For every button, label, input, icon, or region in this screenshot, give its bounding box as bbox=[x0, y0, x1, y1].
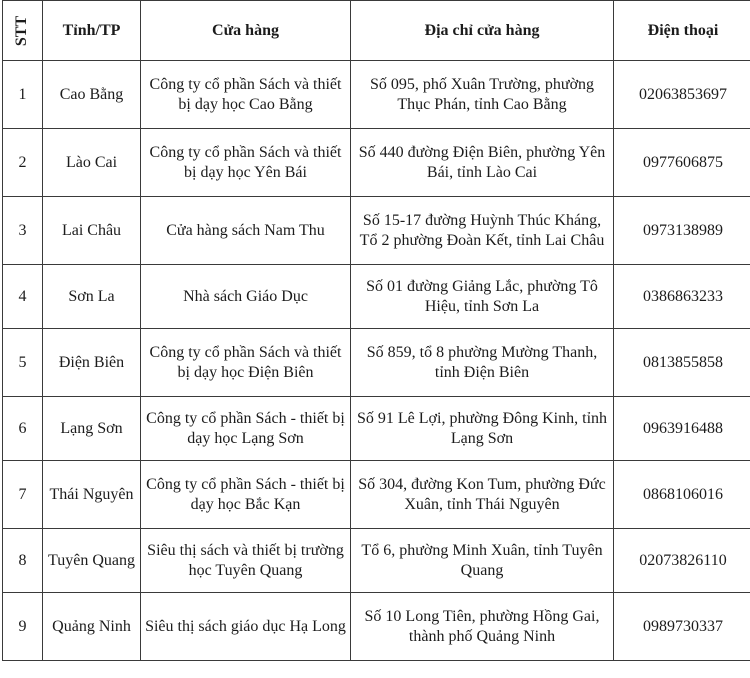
header-store: Cửa hàng bbox=[141, 1, 351, 61]
cell-store: Siêu thị sách và thiết bị trường học Tuyên Quang bbox=[141, 529, 351, 593]
table-header-row bbox=[3, 1, 750, 61]
cell-province: Lạng Sơn bbox=[43, 397, 141, 461]
cell-address: Số 859, tổ 8 phường Mường Thanh, tỉnh Điện Biên bbox=[351, 329, 614, 397]
cell-store: Công ty cổ phần Sách và thiết bị dạy học Cao Bằng bbox=[141, 61, 351, 129]
cell-province: Quảng Ninh bbox=[43, 593, 141, 661]
cell-province: Sơn La bbox=[43, 265, 141, 329]
cell-phone: 0868106016 bbox=[614, 461, 750, 529]
header-address: Địa chỉ cửa hàng bbox=[351, 1, 614, 61]
cell-phone: 0386863233 bbox=[614, 265, 750, 329]
table-row bbox=[3, 329, 750, 397]
cell-store: Cửa hàng sách Nam Thu bbox=[141, 197, 351, 265]
table-row bbox=[3, 461, 750, 529]
table-row bbox=[3, 129, 750, 197]
cell-stt: 5 bbox=[3, 329, 43, 397]
cell-store: Công ty cổ phần Sách - thiết bị dạy học Bắc Kạn bbox=[141, 461, 351, 529]
header-stt-label: STT bbox=[13, 15, 31, 46]
cell-phone: 0813855858 bbox=[614, 329, 750, 397]
header-province: Tỉnh/TP bbox=[43, 1, 141, 61]
table-row bbox=[3, 265, 750, 329]
cell-stt: 8 bbox=[3, 529, 43, 593]
cell-province: Thái Nguyên bbox=[43, 461, 141, 529]
cell-stt: 1 bbox=[3, 61, 43, 129]
header-phone: Điện thoại bbox=[614, 1, 750, 61]
cell-stt: 9 bbox=[3, 593, 43, 661]
table-row bbox=[3, 61, 750, 129]
cell-phone: 0977606875 bbox=[614, 129, 750, 197]
cell-store: Công ty cổ phần Sách - thiết bị dạy học Lạng Sơn bbox=[141, 397, 351, 461]
cell-store: Nhà sách Giáo Dục bbox=[141, 265, 351, 329]
cell-address: Số 440 đường Điện Biên, phường Yên Bái, tỉnh Lào Cai bbox=[351, 129, 614, 197]
cell-address: Số 095, phố Xuân Trường, phường Thục Phán, tỉnh Cao Bằng bbox=[351, 61, 614, 129]
cell-phone: 02063853697 bbox=[614, 61, 750, 129]
table-row bbox=[3, 529, 750, 593]
cell-stt: 4 bbox=[3, 265, 43, 329]
cell-province: Cao Bằng bbox=[43, 61, 141, 129]
table-row bbox=[3, 593, 750, 661]
table-row bbox=[3, 197, 750, 265]
cell-stt: 6 bbox=[3, 397, 43, 461]
cell-phone: 0989730337 bbox=[614, 593, 750, 661]
cell-address: Số 15-17 đường Huỳnh Thúc Kháng, Tổ 2 phường Đoàn Kết, tỉnh Lai Châu bbox=[351, 197, 614, 265]
cell-address: Tổ 6, phường Minh Xuân, tỉnh Tuyên Quang bbox=[351, 529, 614, 593]
store-table bbox=[2, 0, 750, 661]
cell-phone: 0973138989 bbox=[614, 197, 750, 265]
cell-address: Số 01 đường Giảng Lắc, phường Tô Hiệu, tỉnh Sơn La bbox=[351, 265, 614, 329]
cell-store: Siêu thị sách giáo dục Hạ Long bbox=[141, 593, 351, 661]
header-stt bbox=[3, 1, 43, 61]
cell-address: Số 10 Long Tiên, phường Hồng Gai, thành phố Quảng Ninh bbox=[351, 593, 614, 661]
cell-province: Lai Châu bbox=[43, 197, 141, 265]
table-row bbox=[3, 397, 750, 461]
cell-store: Công ty cổ phần Sách và thiết bị dạy học Yên Bái bbox=[141, 129, 351, 197]
cell-stt: 2 bbox=[3, 129, 43, 197]
cell-phone: 02073826110 bbox=[614, 529, 750, 593]
cell-address: Số 304, đường Kon Tum, phường Đức Xuân, tỉnh Thái Nguyên bbox=[351, 461, 614, 529]
cell-province: Lào Cai bbox=[43, 129, 141, 197]
cell-stt: 7 bbox=[3, 461, 43, 529]
cell-province: Điện Biên bbox=[43, 329, 141, 397]
cell-address: Số 91 Lê Lợi, phường Đông Kinh, tỉnh Lạng Sơn bbox=[351, 397, 614, 461]
cell-store: Công ty cổ phần Sách và thiết bị dạy học Điện Biên bbox=[141, 329, 351, 397]
cell-province: Tuyên Quang bbox=[43, 529, 141, 593]
cell-phone: 0963916488 bbox=[614, 397, 750, 461]
cell-stt: 3 bbox=[3, 197, 43, 265]
